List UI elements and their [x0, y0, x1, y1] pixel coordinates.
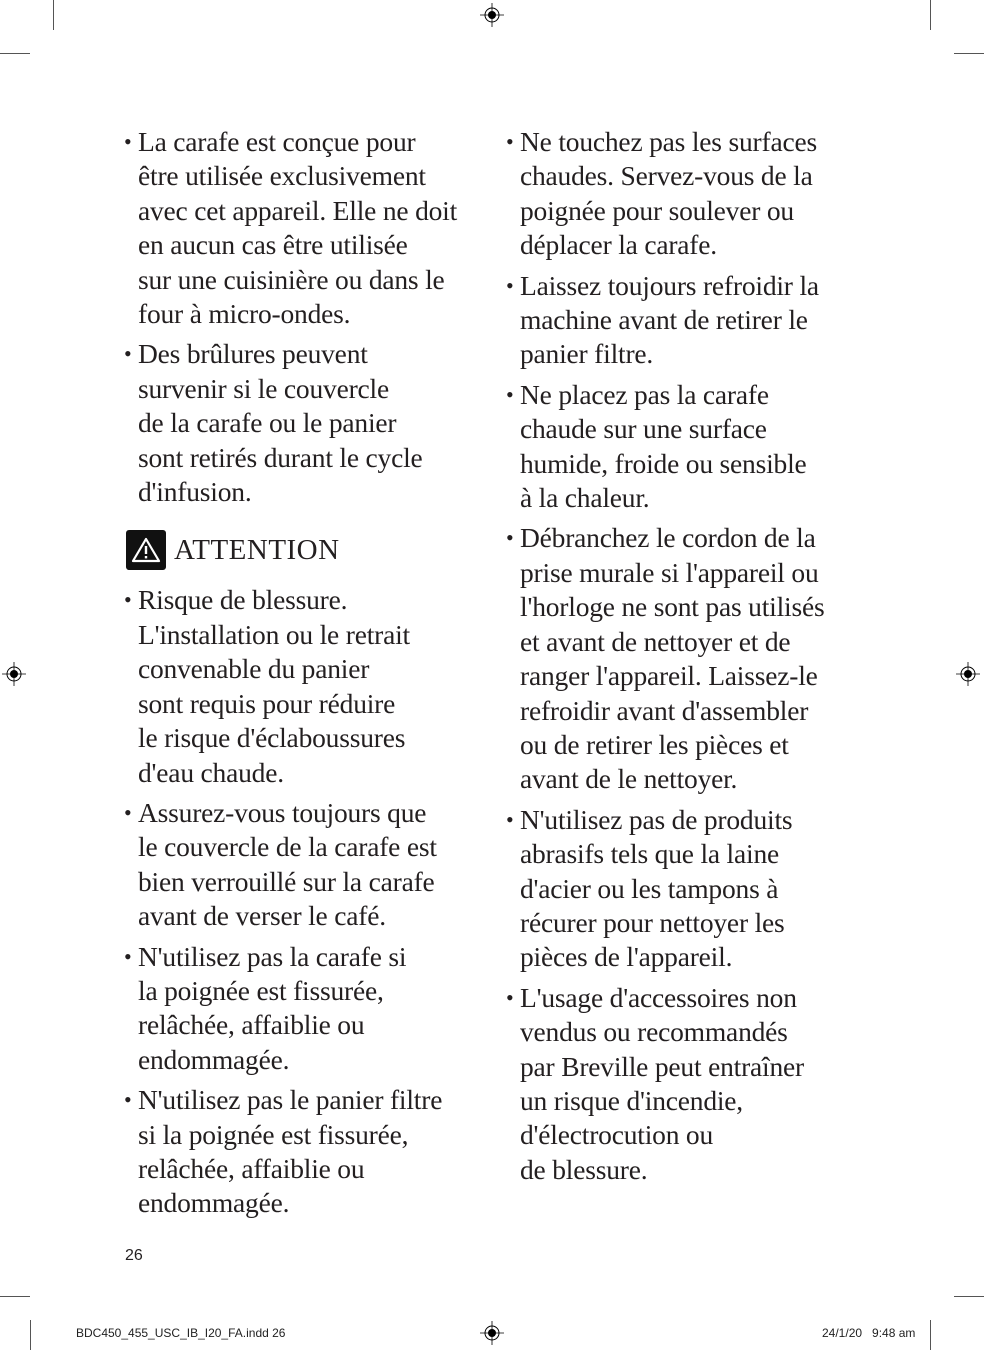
text-line: endommagée. — [138, 1187, 290, 1219]
text-line: ou de retirer les pièces et — [520, 728, 789, 760]
bullet-list — [120, 125, 500, 509]
text-line: humide, froide ou sensible — [520, 447, 807, 479]
list-item — [120, 1083, 500, 1221]
text-line: N'utilisez pas de produits — [520, 803, 793, 835]
bullet-icon: • — [124, 1087, 132, 1113]
crop-mark — [0, 1296, 30, 1297]
crop-mark — [954, 53, 984, 54]
bullet-icon: • — [506, 129, 514, 154]
text-line: si la poignée est fissurée, — [138, 1118, 409, 1150]
attention-label: ATTENTION — [174, 533, 340, 566]
bullet-icon: • — [506, 272, 514, 298]
text-line: La carafe est conçue pour — [138, 126, 416, 157]
text-line: chaudes. Servez-vous de la — [520, 160, 813, 192]
list-item — [502, 521, 882, 796]
bullet-icon: • — [506, 525, 514, 551]
text-line: relâchée, affaiblie ou — [138, 1152, 365, 1184]
crop-mark — [954, 1296, 984, 1297]
bullet-icon: • — [506, 381, 514, 407]
bullet-icon: • — [124, 943, 132, 969]
text-line: sont requis pour réduire — [138, 687, 396, 719]
list-item — [120, 337, 500, 509]
slug-date: 24/1/20 9:48 am — [822, 1326, 916, 1340]
text-line: abrasifs tels que la laine — [520, 838, 780, 870]
bullet-list — [120, 583, 500, 1220]
text-line: de la carafe ou le panier — [138, 407, 397, 439]
text-line: Assurez-vous toujours que — [138, 796, 427, 828]
registration-mark-icon — [480, 1321, 504, 1345]
bullet-icon: • — [506, 984, 514, 1010]
bullet-icon: • — [124, 129, 132, 154]
text-line: la poignée est fissurée, — [138, 974, 384, 1006]
crop-mark — [0, 53, 30, 54]
bullet-icon: • — [124, 341, 132, 367]
list-item — [502, 981, 882, 1187]
text-line: machine avant de retirer le — [520, 304, 808, 336]
text-line: N'utilisez pas le panier filtre — [138, 1084, 443, 1116]
text-line: bien verrouillé sur la carafe — [138, 865, 435, 897]
list-item — [502, 803, 882, 975]
text-line: et avant de nettoyer et de — [520, 625, 791, 657]
text-line: être utilisée exclusivement — [138, 160, 426, 192]
text-line: déplacer la carafe. — [520, 229, 717, 261]
attention-heading — [126, 529, 500, 571]
crop-mark — [30, 1320, 31, 1350]
warning-triangle-icon — [126, 530, 166, 570]
left-column — [120, 125, 500, 1227]
text-line: récurer pour nettoyer les — [520, 906, 785, 938]
text-line: d'infusion. — [138, 476, 252, 508]
crop-mark — [53, 0, 54, 30]
list-item — [120, 125, 500, 331]
bullet-icon: • — [124, 587, 132, 613]
text-line: avec cet appareil. Elle ne doit — [138, 194, 458, 226]
bullet-icon: • — [506, 806, 514, 832]
text-line: d'acier ou les tampons à — [520, 872, 779, 904]
text-line: sur une cuisinière ou dans le — [138, 263, 445, 295]
bullet-list — [502, 125, 882, 1187]
text-line: en aucun cas être utilisée — [138, 229, 408, 261]
text-line: relâchée, affaiblie ou — [138, 1009, 365, 1041]
text-line: par Breville peut entraîner — [520, 1050, 804, 1082]
text-line: convenable du panier — [138, 653, 370, 685]
text-line: panier filtre. — [520, 338, 654, 370]
text-line: Risque de blessure. — [138, 584, 348, 616]
text-line: de blessure. — [520, 1153, 648, 1185]
registration-mark-icon — [956, 662, 980, 686]
slug-filename: BDC450_455_USC_IB_I20_FA.indd 26 — [76, 1326, 286, 1340]
text-line: L'installation ou le retrait — [138, 618, 410, 650]
list-item — [120, 583, 500, 789]
text-line: N'utilisez pas la carafe si — [138, 940, 407, 972]
list-item — [502, 269, 882, 372]
list-item — [502, 125, 882, 263]
registration-mark-icon — [480, 3, 504, 27]
crop-mark — [930, 1320, 931, 1350]
text-line: à la chaleur. — [520, 482, 650, 514]
text-line: sont retirés durant le cycle — [138, 441, 423, 473]
text-line: L'usage d'accessoires non — [520, 981, 797, 1013]
text-line: d'eau chaude. — [138, 756, 284, 788]
text-line: pièces de l'appareil. — [520, 941, 733, 973]
text-line: Ne placez pas la carafe — [520, 378, 769, 410]
list-item — [502, 378, 882, 516]
list-item — [120, 940, 500, 1078]
text-line: chaude sur une surface — [520, 413, 767, 445]
text-line: survenir si le couvercle — [138, 372, 389, 404]
text-line: Ne touchez pas les surfaces — [520, 126, 817, 157]
text-line: endommagée. — [138, 1043, 290, 1075]
list-item — [120, 796, 500, 934]
right-column — [502, 125, 882, 1193]
bullet-icon: • — [124, 799, 132, 825]
text-line: avant de verser le café. — [138, 900, 386, 932]
text-line: prise murale si l'appareil ou — [520, 556, 819, 588]
text-line: un risque d'incendie, — [520, 1084, 743, 1116]
text-line: vendus ou recommandés — [520, 1016, 788, 1048]
page-number: 26 — [125, 1247, 143, 1264]
text-line: ranger l'appareil. Laissez-le — [520, 660, 818, 692]
text-line: d'électrocution ou — [520, 1119, 714, 1151]
registration-mark-icon — [2, 662, 26, 686]
text-line: le couvercle de la carafe est — [138, 831, 437, 863]
text-line: poignée pour soulever ou — [520, 194, 794, 226]
crop-mark — [930, 0, 931, 30]
text-line: Laissez toujours refroidir la — [520, 269, 819, 301]
text-line: Débranchez le cordon de la — [520, 522, 816, 554]
text-line: refroidir avant d'assembler — [520, 694, 809, 726]
text-line: l'horloge ne sont pas utilisés — [520, 591, 825, 623]
text-line: four à micro-ondes. — [138, 298, 351, 330]
text-line: le risque d'éclaboussures — [138, 722, 406, 754]
text-line: avant de le nettoyer. — [520, 763, 738, 795]
text-line: Des brûlures peuvent — [138, 338, 368, 370]
